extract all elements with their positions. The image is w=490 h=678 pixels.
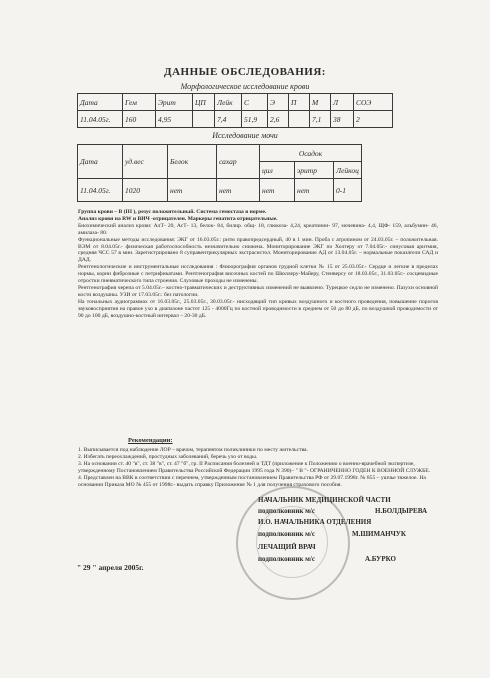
urine-test-subtitle: Исследование мочи <box>212 131 278 140</box>
table-header-cell: С <box>242 94 268 111</box>
recommendations-list <box>78 447 438 489</box>
head-rank: подполковник м/с <box>258 507 315 515</box>
recommendations-title: Рекомендации: <box>128 437 173 444</box>
dept-head-name: М.ШИМАНЧУК <box>352 530 406 538</box>
table-header-cell: Дата <box>78 145 123 179</box>
list-item: 4. Представлен на ВВК в соответствии с перечнем, утвержденным постановлением Правительства РФ от 29.07.1998г. № 855 – ушчье тяжелое. На основании Приказа МО № 455 от 1998г.- выдать справку Приложение № 1 для получения страхового пособия. <box>78 475 426 488</box>
blood-test-subtitle: Морфологическое исследование крови <box>180 82 310 91</box>
list-item: 3. На основании ст. 40 "в", ст. 38 "в", ст. 47 "б", гр. II Расписания болезней и ТДТ (приложение к Положению о военно-врачебной экспертизе, утвержденному Постановлением Правительства Российской Федерации 1995 года N 390)– " В "- ОГРАНИЧЕННО ГОДЕН К ВОЕННОЙ СЛУЖБЕ. <box>78 461 431 474</box>
doctor-title: ЛЕЧАЩИЙ ВРАЧ <box>258 543 316 551</box>
rw-hiv-text: Анализ крови на RW и ВИЧ -отрицателен. Маркеры гепатита отрицательные. <box>78 215 278 222</box>
urine-test-table <box>77 144 362 202</box>
doctor-rank: подполковник м/с <box>258 555 315 563</box>
table-cell: 7,4 <box>215 111 242 128</box>
table-cell: 160 <box>123 111 156 128</box>
table-cell <box>289 111 310 128</box>
table-cell: 51,9 <box>242 111 268 128</box>
audiogram-text: На тональных аудиограммах от 16.03.05г., 25.03.05г., 30.03.05г.- нисходящий тип кривых воздушного и костного проведения, повышение порогов звуковосприятия на правое ухо в диапазоне частот 125 - 4000Гц по костной проводимости в среднем от 50 до 80 дБ, по воздушной проводимости от 90 до 100 дБ, воздушно-костный интервал – 20-30 дБ. <box>78 298 438 319</box>
head-title: НАЧАЛЬНИК МЕДИЦИНСКОЙ ЧАСТИ <box>258 496 391 504</box>
table-header-cell: Э <box>268 94 289 111</box>
table-header-cell: Лейк <box>215 94 242 111</box>
skull-xray-text: Рентгенография черепа от 5.04.05г.– костно-травматических и деструктивных изменений не выявлено. Турецкое седло не изменено. Пазухи основной кости воздушны. УЗИ от 17.03.05г.: без патологии. <box>78 284 438 298</box>
blood-group-text: Группа крови – В (III ), резус положительный. Система гемостаза в норме. <box>78 209 267 215</box>
table-cell: 11.04.05г. <box>78 179 123 202</box>
doctor-name: А.БУРКО <box>365 555 396 563</box>
table-header-cell: Л <box>331 94 354 111</box>
table-header-cell: Белок <box>168 145 217 179</box>
table-cell: 38 <box>331 111 354 128</box>
table-header-cell: Эрит <box>156 94 193 111</box>
table-cell: нет <box>168 179 217 202</box>
table-cell: 1020 <box>123 179 168 202</box>
table-header-cell: сахар <box>217 145 260 179</box>
document-title: ДАННЫЕ ОБСЛЕДОВАНИЯ: <box>164 66 326 78</box>
table-header-cell: Дата <box>78 94 123 111</box>
table-header-row <box>78 94 393 111</box>
table-cell: 7,1 <box>310 111 331 128</box>
table-header-cell: Лейкоц <box>334 162 362 179</box>
head-name: Н.БОЛДЫРЕВА <box>375 507 428 515</box>
table-cell: нет <box>217 179 260 202</box>
list-item: 2. Избегать переохлаждений, простудных заболеваний, беречь ухо от воды. <box>78 454 258 460</box>
table-header-cell: М <box>310 94 331 111</box>
table-header-cell: Осадок <box>260 145 362 162</box>
document-date: " 29 " апреля 2005г. <box>77 563 144 572</box>
biochemistry-text: Биохимический анализ крови: АлТ- 20, АсТ- 13, белок- 84, билир. общ- 18, глюкоза- 4,24, креатинин- 97, мочевина- 4,4, ЩФ- 159, альбумин- 46, амилаза- 80. <box>78 222 438 236</box>
table-header-cell: ЦП <box>193 94 215 111</box>
table-header-cell: П <box>289 94 310 111</box>
blood-test-table <box>77 93 393 128</box>
xray-text: Рентгенологические и инструментальные исследования : Флюорография органов грудной клетки № 15 от 25.03.05г.- Сердце и легкие в пределах нормы, корни фиброзные с петрификатами. Рентгенография височных костей по Шюллеру-Майеру, Стенверсу от 18.03.05г., 31.03.05г.- сосцевидные отростки пневматического типа строения. Слуховые проходы не изменены. <box>78 264 438 285</box>
table-cell: 2 <box>354 111 393 128</box>
table-header-cell: СОЭ <box>354 94 393 111</box>
table-header-cell: эритр <box>295 162 334 179</box>
table-row <box>78 179 362 202</box>
table-cell: нет <box>295 179 334 202</box>
dept-head-title: И.О. НАЧАЛЬНИКА ОТДЕЛЕНИЯ <box>258 518 372 526</box>
functional-tests-text: Функциональные методы исследования: ЭКГ от 16.03.05г.: ритм правопредсердный, 40 в 1 мин. Проба с атропином от 24.03.05г. – положительная. ВЭМ от 8.04.05г.- физическая работоспособность незначительно снижена. Мониторирование ЭКГ по Холтеру от 7.04.05г.- синусовая аритмия, средняя ЧСС 57 в мин. Зарегистрировано 8 суправентрикулярных экстрасистол. Мониторирование АД от 13.04.05г. – нормальные показатели САД и ДАД. <box>78 236 438 264</box>
table-row <box>78 111 393 128</box>
table-header-cell: цил <box>260 162 295 179</box>
dept-head-rank: подполковник м/с <box>258 530 315 538</box>
table-cell: нет <box>260 179 295 202</box>
table-header-cell: уд.вес <box>123 145 168 179</box>
table-cell: 2,6 <box>268 111 289 128</box>
table-header-cell: Гем <box>123 94 156 111</box>
table-cell: 4,95 <box>156 111 193 128</box>
table-cell <box>193 111 215 128</box>
table-header-row <box>78 145 362 162</box>
examination-results <box>78 209 438 320</box>
list-item: 1. Выписывается под наблюдение ЛОР – врачом, терапевтом поликлиники по месту жительства. <box>78 447 308 453</box>
table-cell: 0-1 <box>334 179 362 202</box>
table-cell: 11.04.05г. <box>78 111 123 128</box>
